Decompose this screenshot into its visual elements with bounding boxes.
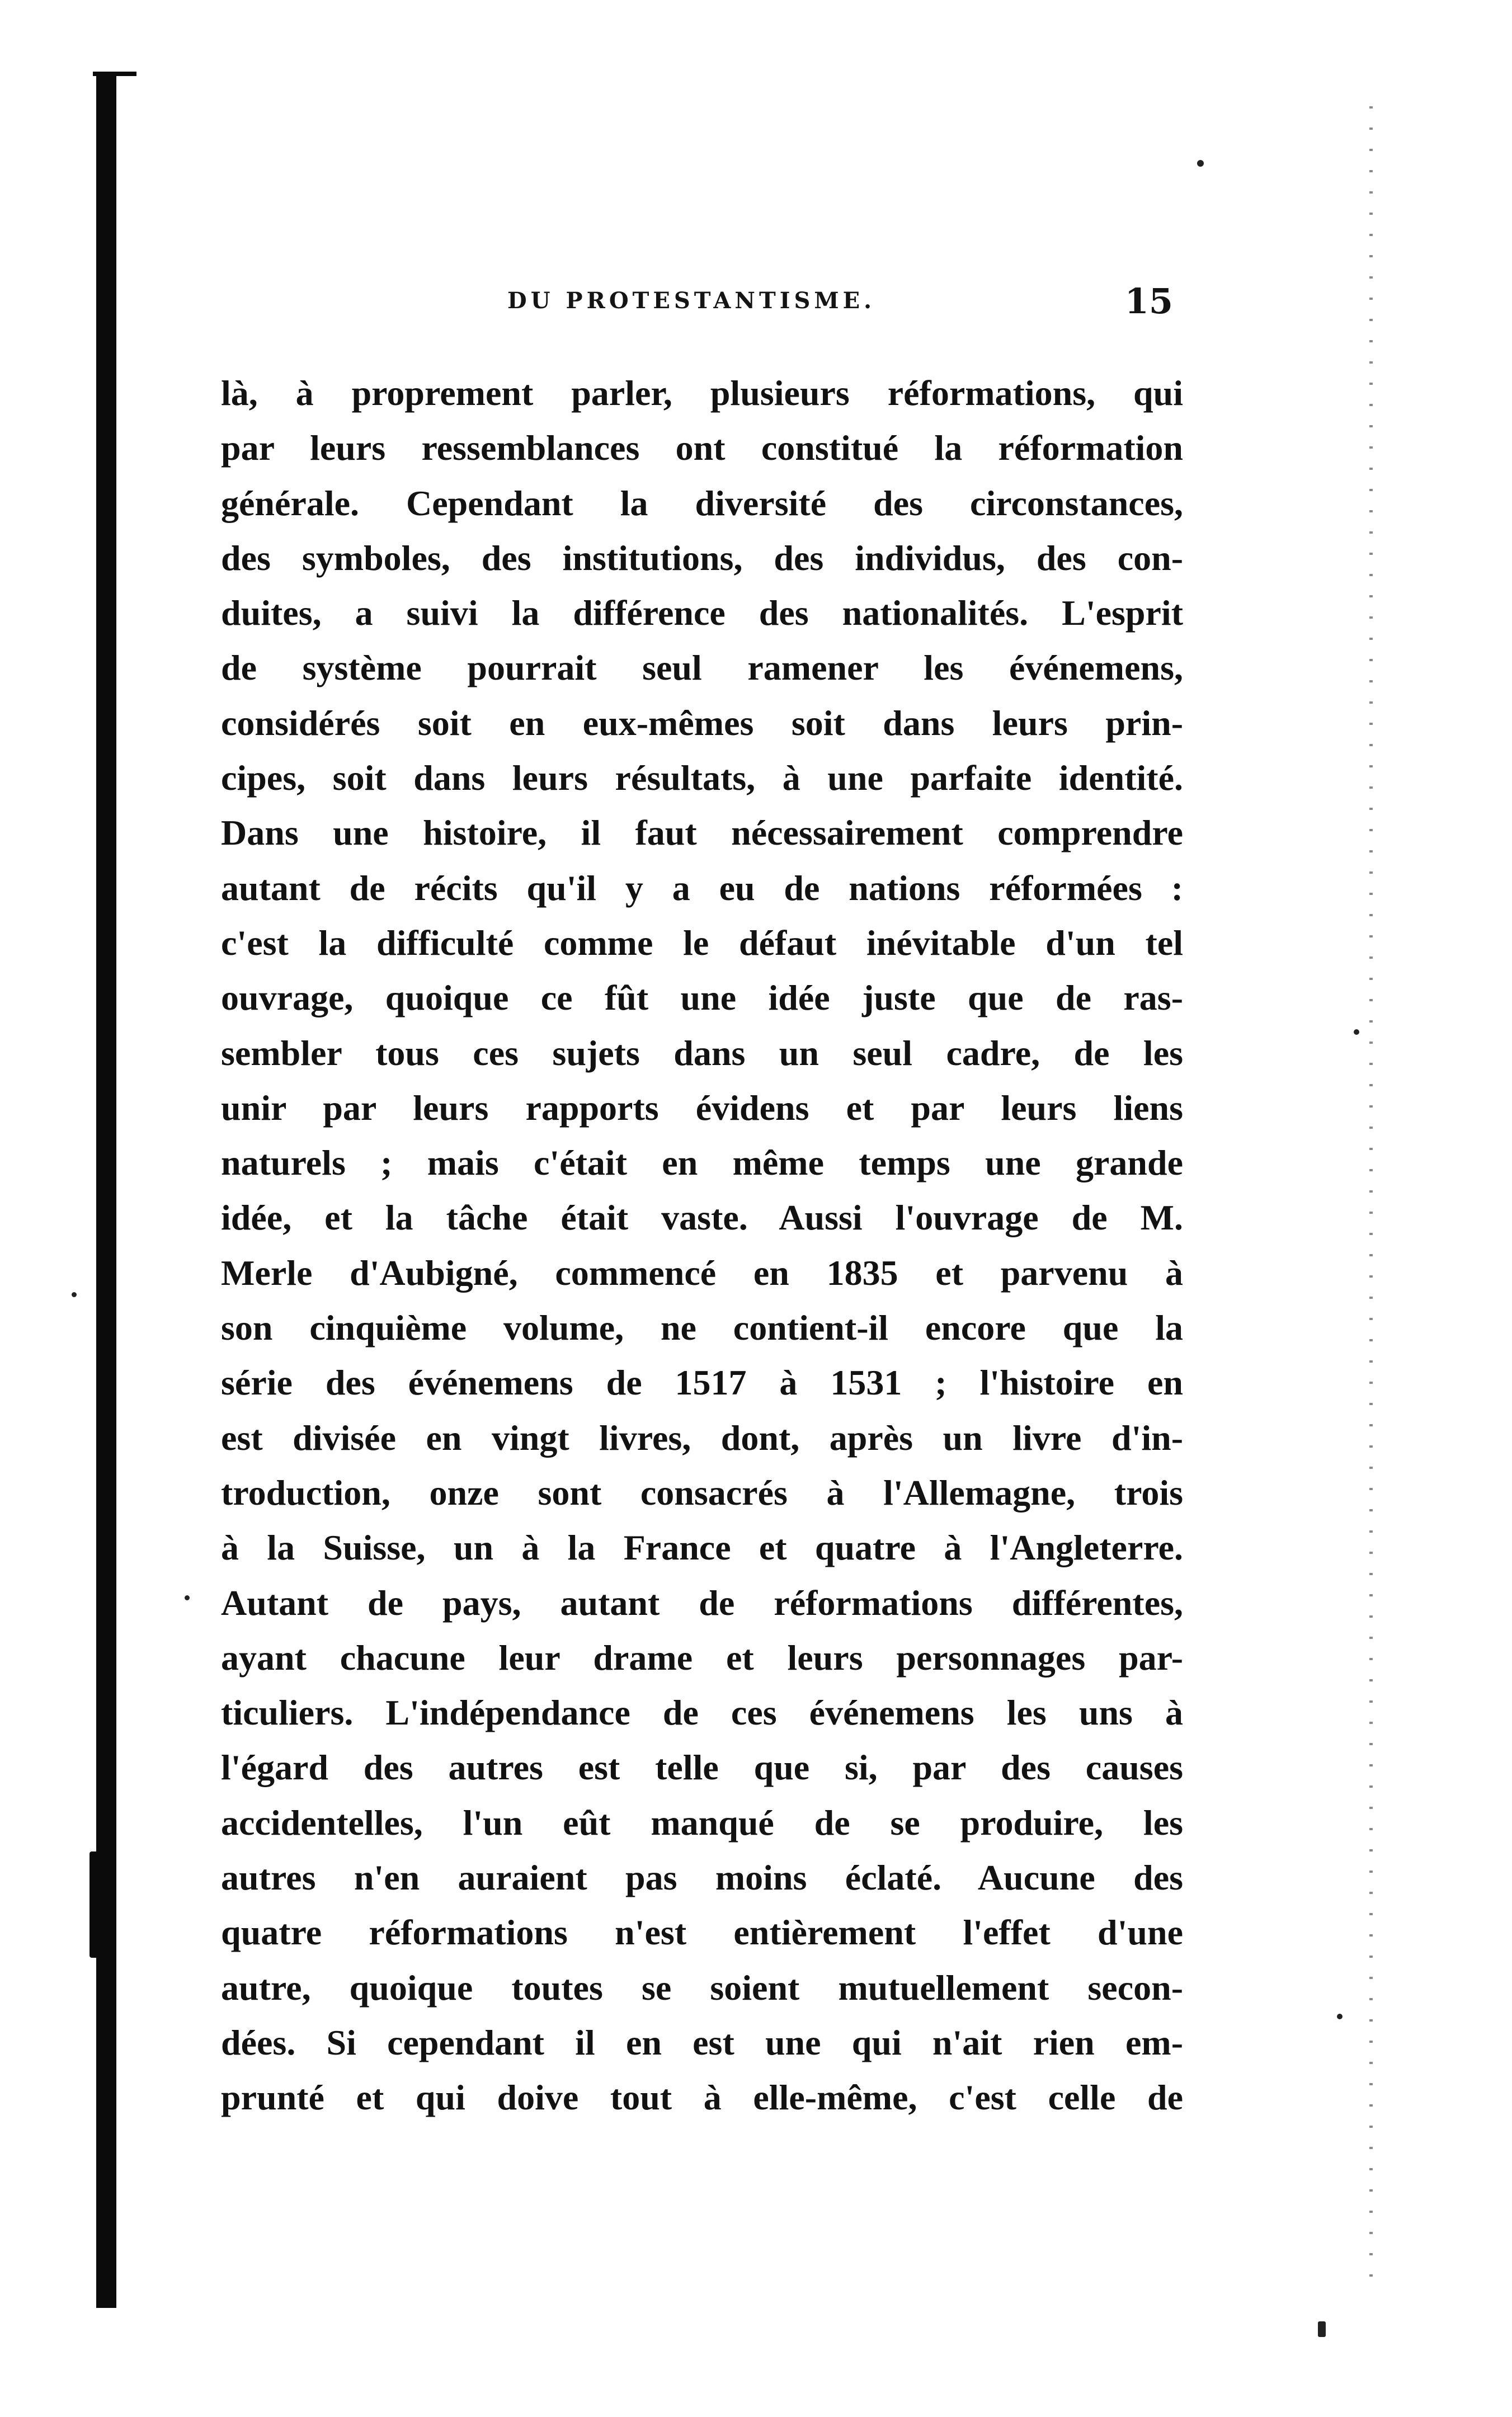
text-line: dées. Si cependant il en est une qui n'ait rien em-	[221, 2022, 1183, 2062]
text-line: ouvrage, quoique ce fût une idée juste que de ras-	[221, 978, 1183, 1018]
text-line: Dans une histoire, il faut nécessairement comprendre	[221, 813, 1183, 853]
text-line: l'égard des autres est telle que si, par des causes	[221, 1747, 1183, 1788]
text-line: quatre réformations n'est entièrement l'effet d'une	[221, 1912, 1183, 1953]
text-line: c'est la difficulté comme le défaut inévitable d'un tel	[221, 922, 1183, 963]
text-line: naturels ; mais c'était en même temps une grande	[221, 1143, 1183, 1183]
running-head	[221, 281, 1183, 323]
text-line: ticuliers. L'indépendance de ces événemens les uns à	[221, 1693, 1183, 1733]
text-line: son cinquième volume, ne contient-il encore que la	[221, 1308, 1183, 1348]
text-line: générale. Cependant la diversité des circonstances,	[221, 483, 1183, 523]
ink-speck	[1337, 2014, 1343, 2019]
text-line: prunté et qui doive tout à elle-même, c'est celle de	[221, 2077, 1183, 2118]
text-line: duites, a suivi la différence des nationalités. L'esprit	[221, 593, 1183, 633]
text-line: cipes, soit dans leurs résultats, à une parfaite identité.	[221, 758, 1183, 798]
text-line: considérés soit en eux-mêmes soit dans leurs prin-	[221, 703, 1183, 743]
text-line: là, à proprement parler, plusieurs réformations, qui	[221, 373, 1183, 413]
binding-edge-bulge	[90, 1851, 106, 1958]
text-line: par leurs ressemblances ont constitué la réformation	[221, 428, 1183, 468]
ink-speck	[1197, 160, 1204, 167]
ink-speck	[1354, 1029, 1359, 1035]
text-line: série des événemens de 1517 à 1531 ; l'histoire en	[221, 1363, 1183, 1403]
ink-speck	[1318, 2321, 1326, 2337]
text-line: à la Suisse, un à la France et quatre à l'Angleterre.	[221, 1528, 1183, 1568]
ink-speck	[185, 1595, 190, 1600]
text-line: unir par leurs rapports évidens et par leurs liens	[221, 1087, 1183, 1128]
text-line: autre, quoique toutes se soient mutuellement secon-	[221, 1967, 1183, 2008]
page-number: 15	[1124, 281, 1173, 322]
text-line: ayant chacune leur drame et leurs personnages par-	[221, 1637, 1183, 1678]
text-line: autres n'en auraient pas moins éclaté. Aucune des	[221, 1858, 1183, 1898]
text-line: autant de récits qu'il y a eu de nations réformées :	[221, 868, 1183, 908]
text-line: Autant de pays, autant de réformations différentes,	[221, 1582, 1183, 1623]
text-line: idée, et la tâche était vaste. Aussi l'ouvrage de M.	[221, 1198, 1183, 1238]
text-line: des symboles, des institutions, des individus, des con-	[221, 538, 1183, 578]
running-head-title: DU PROTESTANTISME.	[507, 288, 876, 314]
gutter-speckle	[1369, 106, 1373, 2288]
text-line: troduction, onze sont consacrés à l'Allemagne, trois	[221, 1472, 1183, 1513]
text-line: sembler tous ces sujets dans un seul cadre, de les	[221, 1033, 1183, 1073]
body-text	[221, 366, 1183, 2126]
ink-speck	[72, 1292, 77, 1297]
text-line: accidentelles, l'un eût manqué de se produire, les	[221, 1802, 1183, 1843]
binding-edge	[96, 75, 116, 2308]
text-line: de système pourrait seul ramener les événemens,	[221, 648, 1183, 688]
text-line: Merle d'Aubigné, commencé en 1835 et parvenu à	[221, 1252, 1183, 1293]
text-line: est divisée en vingt livres, dont, après un livre d'in-	[221, 1417, 1183, 1458]
